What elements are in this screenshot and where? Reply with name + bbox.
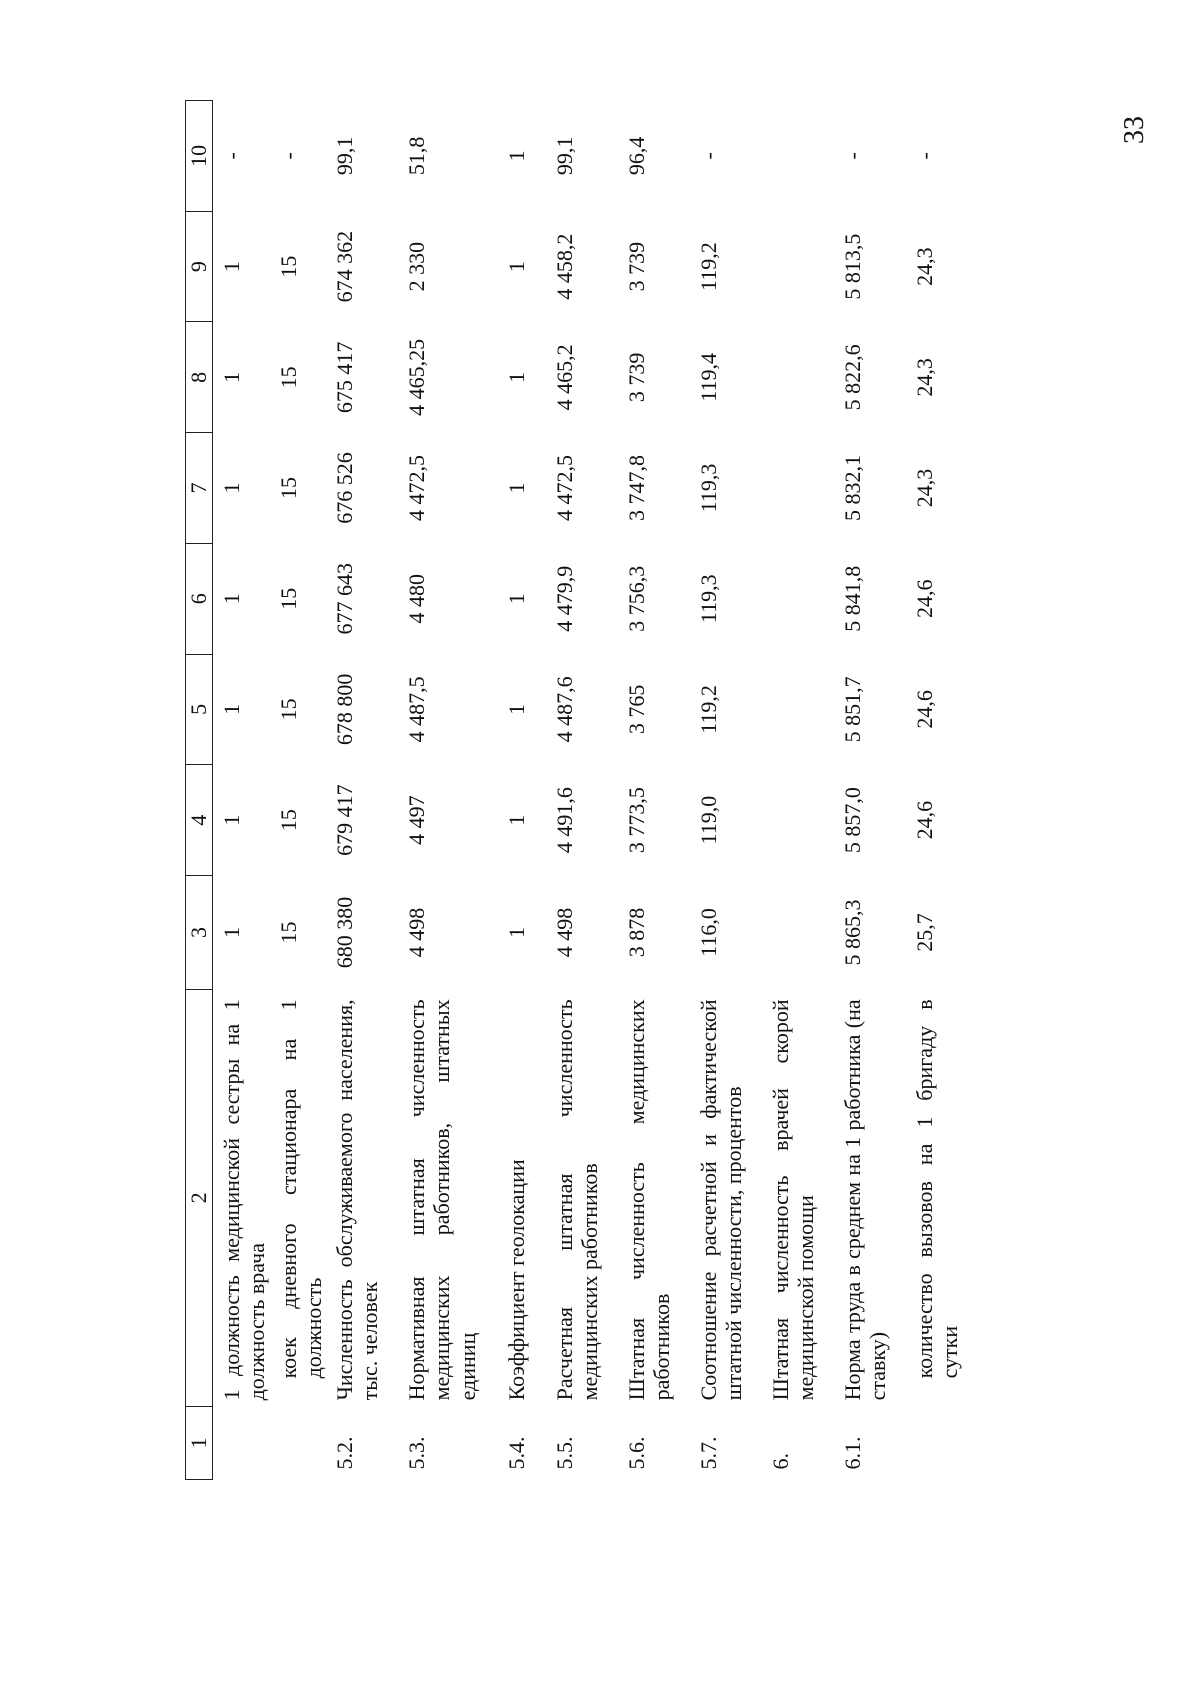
value-cell-col-9: 24,3	[912, 247, 938, 286]
value-cell-col-4: 24,6	[912, 800, 938, 840]
value-cell-col-4: 679 417	[332, 784, 358, 856]
value-cell-col-10: 96,4	[624, 136, 650, 176]
rotated-table-container	[185, 100, 1185, 1480]
table-row	[213, 101, 270, 1480]
value-cell-col-6: 5 841,8	[840, 565, 866, 632]
value-cell-col-4	[762, 765, 834, 876]
value-cell-col-3: 4 498	[552, 907, 578, 958]
column-header-10: 10	[186, 101, 213, 212]
table-row	[834, 101, 906, 1480]
value-cell-col-5: 4 487,5	[404, 676, 430, 743]
value-cell-col-7: 1	[219, 482, 244, 494]
value-cell-col-3: 1	[504, 926, 530, 938]
value-cell-col-5: 678 800	[332, 673, 358, 746]
value-cell-col-8: 15	[275, 366, 301, 389]
column-header-8: 8	[186, 322, 213, 433]
value-cell-col-10	[762, 101, 834, 212]
row-label: Норма труда в среднем на 1 работника (на ставку)	[840, 999, 891, 1401]
row-label: Численность обслуживаемого населения, тыс. человек	[332, 999, 383, 1401]
value-cell-col-10: -	[912, 152, 938, 160]
value-cell-col-8: 1	[504, 371, 530, 383]
value-cell-col-4: 1	[219, 814, 244, 826]
value-cell-col-9: 119,2	[696, 242, 722, 291]
value-cell-col-6	[762, 543, 834, 654]
row-label: коек дневного стационара на 1 должность	[275, 999, 326, 1379]
row-label: Соотношение расчетной и фактической штатной численности, процентов	[696, 999, 747, 1401]
value-cell-col-4: 4 497	[404, 795, 430, 845]
value-cell-col-7: 119,3	[696, 463, 722, 513]
value-cell-col-5: 24,6	[912, 690, 938, 729]
value-cell-col-8: 4 465,2	[552, 344, 578, 411]
value-cell-col-5: 5 851,7	[840, 676, 866, 743]
column-header-4: 4	[186, 765, 213, 876]
value-cell-col-3: 5 865,3	[840, 899, 866, 966]
row-label: Нормативная штатная численность медицинских работников, штатных единиц	[404, 999, 480, 1401]
value-cell-col-8: 3 739	[624, 352, 650, 403]
value-cell-col-7: 4 472,5	[552, 455, 578, 522]
value-cell-col-7	[762, 433, 834, 544]
row-number: 5.4.	[504, 1436, 530, 1470]
row-number	[906, 1406, 963, 1479]
value-cell-col-4: 15	[275, 809, 301, 832]
table-row	[762, 101, 834, 1480]
row-number	[213, 1406, 270, 1479]
value-cell-col-9: 1	[504, 261, 530, 273]
value-cell-col-7: 5 832,1	[840, 455, 866, 522]
table-row	[498, 101, 546, 1480]
value-cell-col-9	[762, 211, 834, 322]
column-header-7: 7	[186, 433, 213, 544]
table-row	[546, 101, 618, 1480]
column-header-3: 3	[186, 875, 213, 989]
value-cell-col-10: -	[840, 152, 866, 160]
value-cell-col-10: 99,1	[332, 136, 358, 176]
value-cell-col-6: 119,3	[696, 574, 722, 624]
row-label: количество вызовов на 1 бригаду в сутки	[912, 999, 963, 1379]
row-number: 5.5.	[552, 1436, 578, 1470]
row-number: 5.2.	[332, 1436, 358, 1470]
value-cell-col-10: 51,8	[404, 136, 430, 176]
table-row	[398, 101, 498, 1480]
value-cell-col-3: 3 878	[624, 907, 650, 958]
row-number	[270, 1406, 327, 1479]
value-cell-col-9: 1	[219, 261, 244, 273]
value-cell-col-5: 1	[219, 703, 244, 715]
page-number: 33	[1119, 116, 1150, 144]
value-cell-col-7: 3 747,8	[624, 455, 650, 522]
value-cell-col-4: 1	[504, 814, 530, 826]
table-row	[270, 101, 327, 1480]
value-cell-col-3: 25,7	[912, 913, 938, 952]
value-cell-col-5: 1	[504, 703, 530, 715]
value-cell-col-3	[762, 875, 834, 989]
value-cell-col-6: 24,6	[912, 579, 938, 618]
value-cell-col-8: 675 417	[332, 341, 358, 414]
value-cell-col-5: 119,2	[696, 685, 722, 734]
value-cell-col-8: 5 822,6	[840, 344, 866, 411]
value-cell-col-7: 1	[504, 482, 530, 494]
value-cell-col-9: 674 362	[332, 230, 358, 303]
value-cell-col-3: 1	[219, 926, 244, 938]
table-row	[618, 101, 690, 1480]
value-cell-col-9: 3 739	[624, 241, 650, 292]
value-cell-col-5	[762, 654, 834, 765]
value-cell-col-10: 1	[504, 150, 530, 162]
value-cell-col-3: 680 380	[332, 896, 358, 969]
value-cell-col-8	[762, 322, 834, 433]
value-cell-col-3: 4 498	[404, 907, 430, 958]
table-body	[213, 101, 963, 1480]
row-number: 5.6.	[624, 1436, 650, 1470]
value-cell-col-10: -	[275, 152, 301, 160]
table-row	[906, 101, 963, 1480]
value-cell-col-4: 119,0	[696, 795, 722, 845]
value-cell-col-4: 5 857,0	[840, 787, 866, 854]
row-label: Расчетная штатная численность медицинских работников	[552, 999, 603, 1401]
value-cell-col-9: 2 330	[404, 241, 430, 292]
value-cell-col-10: 99,1	[552, 136, 578, 176]
value-cell-col-7: 4 472,5	[404, 455, 430, 522]
row-label: Штатная численность врачей скорой медицинской помощи	[768, 999, 819, 1401]
value-cell-col-3: 15	[275, 921, 301, 944]
value-cell-col-10: -	[219, 152, 244, 160]
column-header-5: 5	[186, 654, 213, 765]
value-cell-col-9: 5 813,5	[840, 233, 866, 300]
column-header-2: 2	[186, 989, 213, 1406]
value-cell-col-9: 4 458,2	[552, 233, 578, 300]
row-number: 6.1.	[840, 1436, 866, 1470]
column-header-1: 1	[186, 1406, 213, 1479]
staffing-table	[185, 100, 963, 1480]
value-cell-col-8: 1	[219, 371, 244, 383]
value-cell-col-8: 119,4	[696, 352, 722, 402]
column-header-6: 6	[186, 543, 213, 654]
row-number: 5.3.	[404, 1436, 430, 1470]
row-number: 5.7.	[696, 1436, 722, 1470]
value-cell-col-6: 677 643	[332, 562, 358, 635]
value-cell-col-3: 116,0	[696, 908, 722, 957]
value-cell-col-6: 3 756,3	[624, 565, 650, 632]
value-cell-col-5: 3 765	[624, 684, 650, 735]
row-label: 1 должность медицинской сестры на 1 должность врача	[219, 999, 270, 1401]
row-number: 6.	[768, 1453, 794, 1470]
value-cell-col-5: 4 487,6	[552, 676, 578, 743]
value-cell-col-6: 4 480	[404, 573, 430, 624]
value-cell-col-6: 1	[504, 593, 530, 605]
value-cell-col-6: 1	[219, 593, 244, 605]
table-row	[690, 101, 762, 1480]
value-cell-col-8: 24,3	[912, 358, 938, 397]
column-header-9: 9	[186, 211, 213, 322]
value-cell-col-7: 676 526	[332, 452, 358, 524]
value-cell-col-9: 15	[275, 255, 301, 278]
row-label: Штатная численность медицинских работников	[624, 999, 675, 1401]
table-header-row	[186, 101, 213, 1480]
value-cell-col-4: 4 491,6	[552, 787, 578, 854]
table-row	[326, 101, 398, 1480]
value-cell-col-8: 4 465,25	[404, 338, 430, 416]
value-cell-col-5: 15	[275, 698, 301, 721]
row-label: Коэффициент геолокации	[504, 1159, 530, 1401]
value-cell-col-4: 3 773,5	[624, 787, 650, 854]
value-cell-col-10: -	[696, 152, 722, 160]
value-cell-col-7: 24,3	[912, 468, 938, 508]
value-cell-col-6: 15	[275, 587, 301, 610]
value-cell-col-7: 15	[275, 477, 301, 500]
value-cell-col-6: 4 479,9	[552, 565, 578, 632]
